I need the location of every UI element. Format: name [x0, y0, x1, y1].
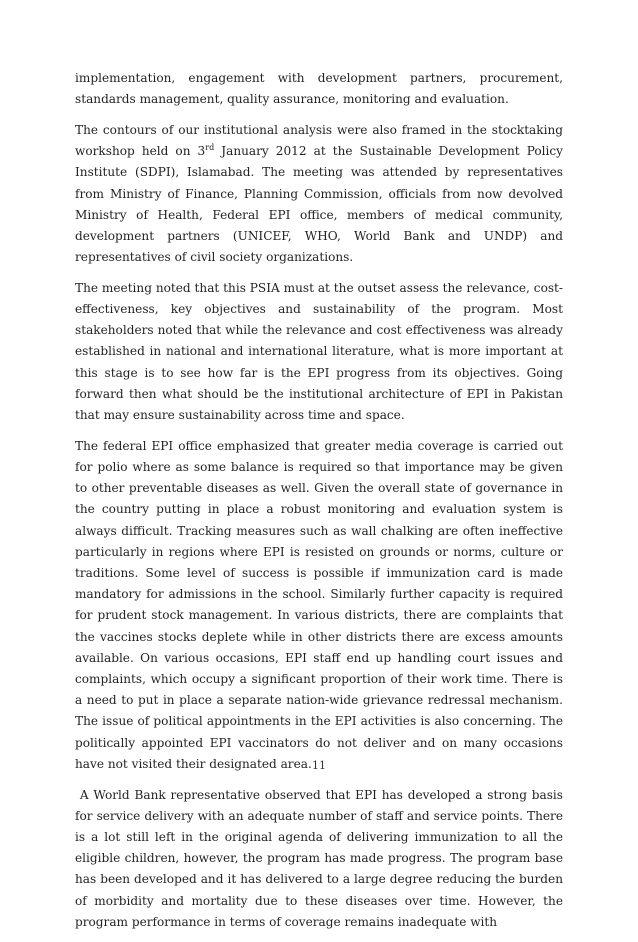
document-body: [75, 68, 563, 942]
paragraph-meeting-noted: The meeting noted that this PSIA must at the outset assess the relevance, cost-effectiveness, key objectives and sustainability of the program. Most stakeholders noted that while the relevance and cost effectiveness was already established in national and international literature, what is more important at this stage is to see how far is the EPI progress from its objectives. Going forward then what should be the institutional architecture of EPI in Pakistan that may ensure sustainability across time and space.: [75, 280, 563, 423]
paragraph-world-bank: A World Bank representative observed that EPI has developed a strong basis for service delivery with an adequate number of staff and service points. There is a lot still left in the original agenda of delivering immunization to all the eligible children, however, the program has made progress. The program base has been developed and it has delivered to a large degree reducing the burden of morbidity and mortality due to these diseases over time. However, the program performance in terms of coverage remains inadequate with: [75, 787, 563, 929]
workshop-text-start: The contours of our institutional analysis were also framed in the stocktaking workshop held on 3: [75, 122, 563, 159]
page-number: 11: [312, 759, 326, 772]
paragraph-stocktaking-workshop: [75, 120, 563, 268]
ordinal-suffix: rd: [205, 143, 215, 153]
workshop-text-end: January 2012 at the Sustainable Development Policy Institute (SDPI), Islamabad. The meeting was attended by representatives from Ministry of Finance, Planning Commission, officials from now devolved Ministry of Health, Federal EPI office, members of medical community, development partners (UNICEF, WHO, World Bank and UNDP) and representatives of civil society organizations.: [75, 144, 563, 265]
paragraph-implementation: implementation, engagement with development partners, procurement, standards management, quality assurance, monitoring and evaluation.: [75, 71, 563, 107]
paragraph-federal-epi-office: The federal EPI office emphasized that greater media coverage is carried out for polio where as some balance is required so that importance may be given to other preventable diseases as well. Given the overall state of governance in the country putting in place a robust monitoring and evaluation system is always difficult. Tracking measures such as wall chalking are often ineffective particularly in regions where EPI is resisted on grounds or norms, culture or traditions. Some level of success is possible if immunization card is made mandatory for admissions in the school. Similarly further capacity is required for prudent stock management. In various districts, there are complaints that the vaccines stocks deplete while in other districts there are excess amounts available. On various occasions, EPI staff end up handling court issues and complaints, which occupy a significant proportion of their work time. There is a need to put in place a separate nation-wide grievance redressal mechanism. The issue of political appointments in the EPI activities is also concerning. The politically appointed EPI vaccinators do not deliver and on many occasions have not visited their designated area.: [75, 438, 563, 771]
